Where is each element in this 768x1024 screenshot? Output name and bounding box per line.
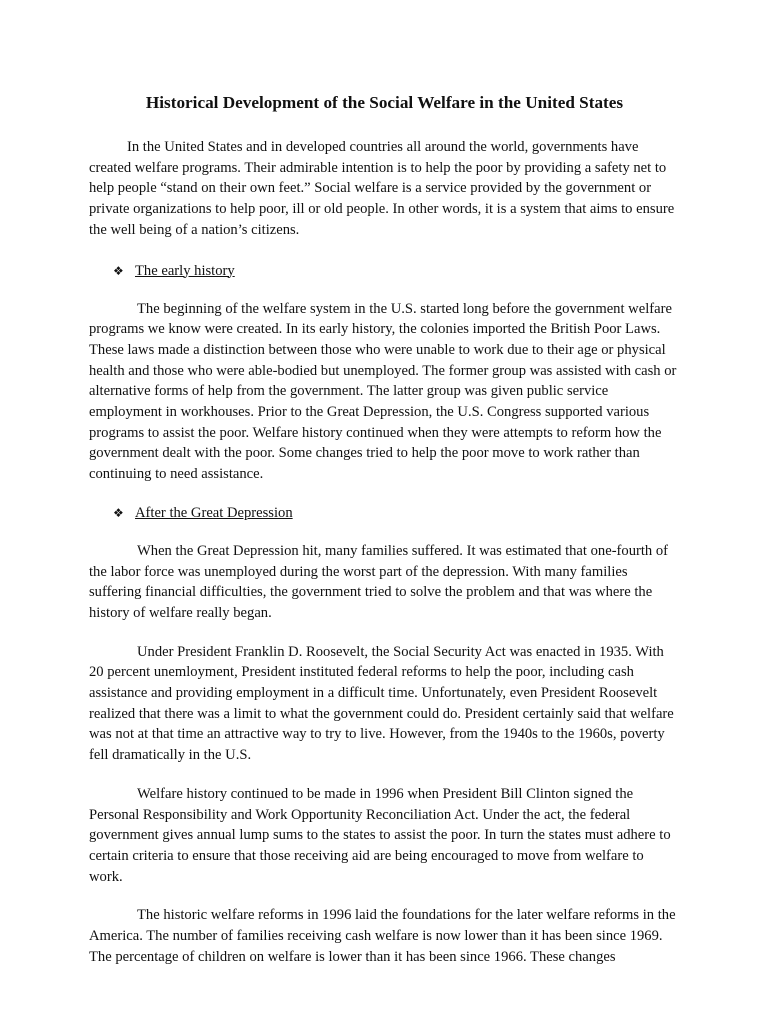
section-heading-label: The early history	[135, 262, 235, 279]
section-heading-early-history	[113, 261, 680, 281]
paragraph-early-history-1: The beginning of the welfare system in the U.S. started long before the government welfare programs we know were created. In its early history, the colonies imported the British Poor Laws. These laws made a distinction between those who were unable to work due to their age or physical health and those who were able-bodied but unemployed. The former group was assisted with cash or alternative forms of help from the government. The latter group was given public service employment in workhouses. Prior to the Great Depression, the U.S. Congress supported various programs to assist the poor. Welfare history continued when they were attempts to reform how the government dealt with the poor. Some changes tried to help the poor move to work rather than continuing to need assistance.	[89, 300, 677, 483]
paragraph-great-depression-4: The historic welfare reforms in 1996 laid the foundations for the later welfare reforms in the America. The number of families receiving cash welfare is now lower than it has been since 1969. The percentage of children on welfare is lower than it has been since 1966. These changes	[89, 907, 676, 965]
diamond-bullet-icon: ❖	[113, 505, 124, 520]
section-heading-label: After the Great Depression	[135, 504, 293, 521]
paragraph-great-depression-3: Welfare history continued to be made in 1996 when President Bill Clinton signed the Personal Responsibility and Work Opportunity Reconciliation Act. Under the act, the federal government gives annual lump sums to the states to assist the poor. In turn the states must adhere to certain criteria to ensure that those receiving aid are being encouraged to move from welfare to work.	[89, 785, 671, 885]
paragraph-great-depression-1: When the Great Depression hit, many families suffered. It was estimated that one-fourth of the labor force was unemployed during the worst part of the depression. With many families suffering financial difficulties, the government tried to solve the problem and that was where the history of welfare really began.	[89, 542, 669, 621]
paragraph-great-depression-2: Under President Franklin D. Roosevelt, the Social Security Act was enacted in 1935. With 20 percent unemloyment, President instituted federal reforms to help the poor, including cash assistance and providing employment in a difficult time. Unfortunately, even President Roosevelt realized that there was a limit to what the government could do. President certainly said that welfare was not at that time an attractive way to try to live. However, from the 1940s to the 1960s, poverty fell dramatically in the U.S.	[89, 643, 674, 764]
section-heading-great-depression	[113, 503, 680, 523]
document-title: Historical Development of the Social Welfare in the United States	[145, 93, 624, 112]
diamond-bullet-icon: ❖	[113, 263, 124, 278]
intro-paragraph: In the United States and in developed countries all around the world, governments have created welfare programs. Their admirable intention is to help the poor by providing a safety net to help people “stand on their own feet.” Social welfare is a service provided by the government or private organizations to help poor, ill or old people. In other words, it is a system that aims to ensure the well being of a nation’s citizens.	[89, 139, 675, 238]
